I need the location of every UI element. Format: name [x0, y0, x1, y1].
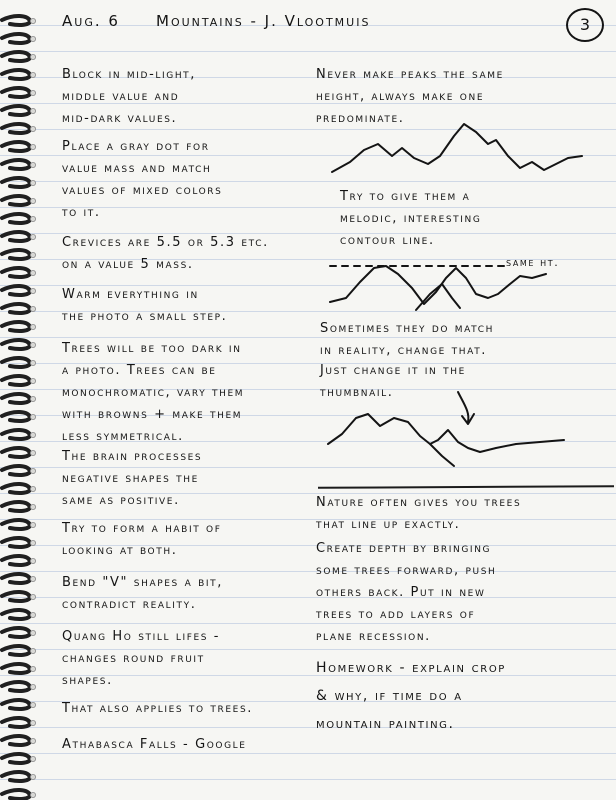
binding-hole	[30, 324, 35, 329]
spiral-coil	[2, 214, 30, 223]
spiral-coil	[2, 268, 30, 277]
note-bend-v-shapes: Bend "V" shapes a bit, contradict reality.	[62, 575, 223, 612]
spiral-coil	[2, 718, 30, 727]
mountain-contour-sketch	[320, 118, 590, 182]
binding-hole	[30, 126, 35, 131]
binding-hole	[30, 612, 35, 617]
spiral-coil	[2, 646, 30, 655]
binding-hole	[30, 468, 35, 473]
spiral-coil	[2, 466, 30, 475]
binding-hole	[30, 630, 35, 635]
spiral-coil	[2, 520, 30, 529]
note-athabasca-falls: Athabasca Falls - Google	[62, 737, 247, 752]
spiral-coil	[2, 628, 30, 637]
note-melodic-contour: Try to give them a melodic, interesting contour line.	[340, 189, 482, 248]
binding-hole	[30, 756, 35, 761]
note-quang-ho: Quang Ho still lifes - changes round fruit shapes.	[62, 629, 221, 688]
binding-hole	[30, 450, 35, 455]
binding-hole	[30, 540, 35, 545]
binding-hole	[30, 576, 35, 581]
note-block-in-values: Block in mid-light, middle value and mid-dark values.	[62, 67, 197, 126]
spiral-coil	[2, 376, 30, 385]
spiral-coil	[2, 502, 30, 511]
binding-hole	[30, 18, 35, 23]
binding-hole	[30, 792, 35, 797]
binding-hole	[30, 216, 35, 221]
binding-hole	[30, 270, 35, 275]
spiral-coil	[2, 484, 30, 493]
header-date: Aug. 6	[62, 12, 120, 30]
binding-hole	[30, 36, 35, 41]
note-negative-shapes: The brain processes negative shapes the same as positive.	[62, 449, 203, 508]
note-change-thumbnail: Just change it in the thumbnail.	[320, 363, 466, 400]
binding-hole	[30, 414, 35, 419]
binding-hole	[30, 522, 35, 527]
binding-hole	[30, 648, 35, 653]
spiral-coil	[2, 232, 30, 241]
note-gray-dot: Place a gray dot for value mass and match values of mixed colors to it.	[62, 139, 223, 220]
binding-hole	[30, 72, 35, 77]
note-crevices: Crevices are 5.5 or 5.3 etc. on a value 5 mass.	[62, 235, 269, 272]
binding-hole	[30, 504, 35, 509]
header-title: Mountains - J. Vlootmuis	[156, 12, 371, 30]
binding-hole	[30, 774, 35, 779]
spiral-coil	[2, 304, 30, 313]
note-trees-too-dark: Trees will be too dark in a photo. Trees can be monochromatic, vary them with browns + make them less symmetrical.	[62, 341, 245, 444]
binding-hole	[30, 180, 35, 185]
binding-hole	[30, 234, 35, 239]
spiral-coil	[2, 574, 30, 583]
spiral-coil	[2, 196, 30, 205]
spiral-coil	[2, 250, 30, 259]
spiral-coil	[2, 34, 30, 43]
binding-hole	[30, 342, 35, 347]
spiral-coil	[2, 592, 30, 601]
note-applies-to-trees: That also applies to trees.	[62, 701, 253, 716]
spiral-coil	[2, 736, 30, 745]
spiral-coil	[2, 772, 30, 781]
spiral-binding-icon	[0, 0, 40, 800]
spiral-coil	[2, 412, 30, 421]
note-habit: Try to form a habit of looking at both.	[62, 521, 222, 558]
section-divider	[318, 485, 614, 489]
note-create-depth: Create depth by bringing some trees forward, push others back. Put in new trees to add layers of plane recession.	[316, 541, 497, 644]
binding-hole	[30, 54, 35, 59]
label-same-height: same ht.	[506, 256, 560, 269]
spiral-coil	[2, 790, 30, 799]
binding-hole	[30, 306, 35, 311]
binding-hole	[30, 684, 35, 689]
binding-hole	[30, 432, 35, 437]
binding-hole	[30, 360, 35, 365]
binding-hole	[30, 720, 35, 725]
binding-hole	[30, 252, 35, 257]
spiral-coil	[2, 664, 30, 673]
spiral-coil	[2, 286, 30, 295]
binding-hole	[30, 378, 35, 383]
binding-hole	[30, 198, 35, 203]
note-homework: Homework - explain crop & why, if time do a mountain painting.	[316, 660, 506, 732]
note-trees-line-up: Nature often gives you trees that line up exactly.	[316, 495, 522, 532]
spiral-coil	[2, 394, 30, 403]
note-warm-photo: Warm everything in the photo a small step.	[62, 287, 228, 324]
binding-hole	[30, 90, 35, 95]
spiral-coil	[2, 340, 30, 349]
spiral-coil	[2, 88, 30, 97]
binding-hole	[30, 396, 35, 401]
spiral-coil	[2, 322, 30, 331]
spiral-coil	[2, 682, 30, 691]
binding-hole	[30, 162, 35, 167]
spiral-coil	[2, 142, 30, 151]
spiral-coil	[2, 106, 30, 115]
thumbnail-correction-sketch	[320, 404, 600, 474]
spiral-coil	[2, 700, 30, 709]
spiral-coil	[2, 448, 30, 457]
binding-hole	[30, 594, 35, 599]
note-peak-heights: Never make peaks the same height, always make one predominate.	[316, 67, 504, 126]
spiral-coil	[2, 358, 30, 367]
spiral-coil	[2, 178, 30, 187]
spiral-coil	[2, 52, 30, 61]
spiral-coil	[2, 430, 30, 439]
binding-hole	[30, 108, 35, 113]
note-sometimes-match: Sometimes they do match in reality, change that.	[320, 321, 495, 358]
spiral-coil	[2, 124, 30, 133]
page-number: 3	[566, 8, 604, 42]
spiral-coil	[2, 160, 30, 169]
binding-hole	[30, 486, 35, 491]
spiral-coil	[2, 610, 30, 619]
binding-hole	[30, 558, 35, 563]
spiral-coil	[2, 538, 30, 547]
spiral-coil	[2, 556, 30, 565]
binding-hole	[30, 738, 35, 743]
spiral-coil	[2, 70, 30, 79]
binding-hole	[30, 702, 35, 707]
binding-hole	[30, 288, 35, 293]
binding-hole	[30, 144, 35, 149]
spiral-coil	[2, 16, 30, 25]
spiral-coil	[2, 754, 30, 763]
binding-hole	[30, 666, 35, 671]
